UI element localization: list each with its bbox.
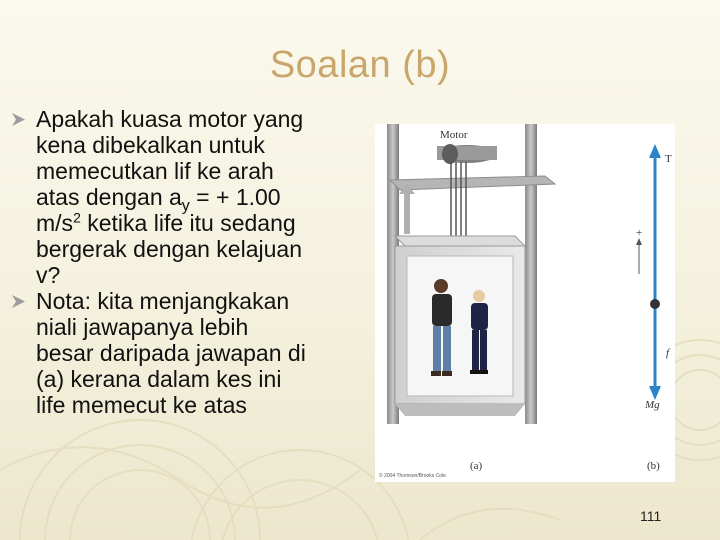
shaft-rail-right [525, 124, 537, 424]
bullet-line: memecutkan lif ke arah [36, 158, 274, 184]
text: = + 1.00 [189, 184, 281, 210]
bullet-line: life memecut ke atas [36, 392, 247, 418]
elevator-diagram [375, 124, 675, 482]
subscript: y [181, 197, 190, 215]
bullet-line: kena dibekalkan untuk [36, 132, 265, 158]
bullet-line: (a) kerana dalam kes ini [36, 366, 282, 392]
force-arrow-up-icon [649, 144, 661, 158]
text: atas dengan a [36, 184, 182, 210]
label-b: (b) [647, 460, 660, 472]
slide-title: Soalan (b) [269, 44, 451, 86]
bullet-line: Nota: kita menjangkakan [36, 288, 290, 314]
text: m/s [36, 210, 74, 236]
bullet-line: v? [36, 262, 61, 288]
bullet-line [36, 210, 370, 236]
copyright-text: © 2004 Thomson/Brooks Cole [379, 473, 446, 479]
person-icon [434, 279, 448, 293]
bullet-line: Apakah kuasa motor yang [36, 106, 304, 132]
force-T-label: T [665, 153, 672, 165]
motion-arrow-icon [399, 184, 415, 234]
arrow-bullet-icon [10, 111, 27, 128]
mass-point [650, 299, 660, 309]
force-f-label: f [666, 347, 670, 359]
bullet-line: besar daripada jawapan di [36, 340, 306, 366]
bullet-question [10, 106, 370, 288]
force-Mg-label: Mg [645, 399, 660, 411]
bullet-line [36, 184, 370, 215]
bullet-line: niali jawapanya lebih [36, 314, 249, 340]
person-icon [473, 290, 485, 302]
bullet-note [10, 288, 370, 418]
page-number: 111 [640, 508, 662, 524]
label-a: (a) [470, 460, 483, 472]
force-arrow-down-icon [649, 386, 661, 400]
bullet-line: bergerak dengan kelajuan [36, 236, 302, 262]
elevator-figure [375, 124, 675, 482]
arrow-bullet-icon [10, 293, 27, 310]
plus-sign: + [636, 227, 643, 239]
superscript: 2 [73, 209, 81, 226]
bullet-list [10, 106, 370, 418]
cabin-roof [395, 236, 525, 246]
text: ketika life itu sedang [80, 210, 296, 236]
motor-label: Motor [440, 129, 468, 141]
